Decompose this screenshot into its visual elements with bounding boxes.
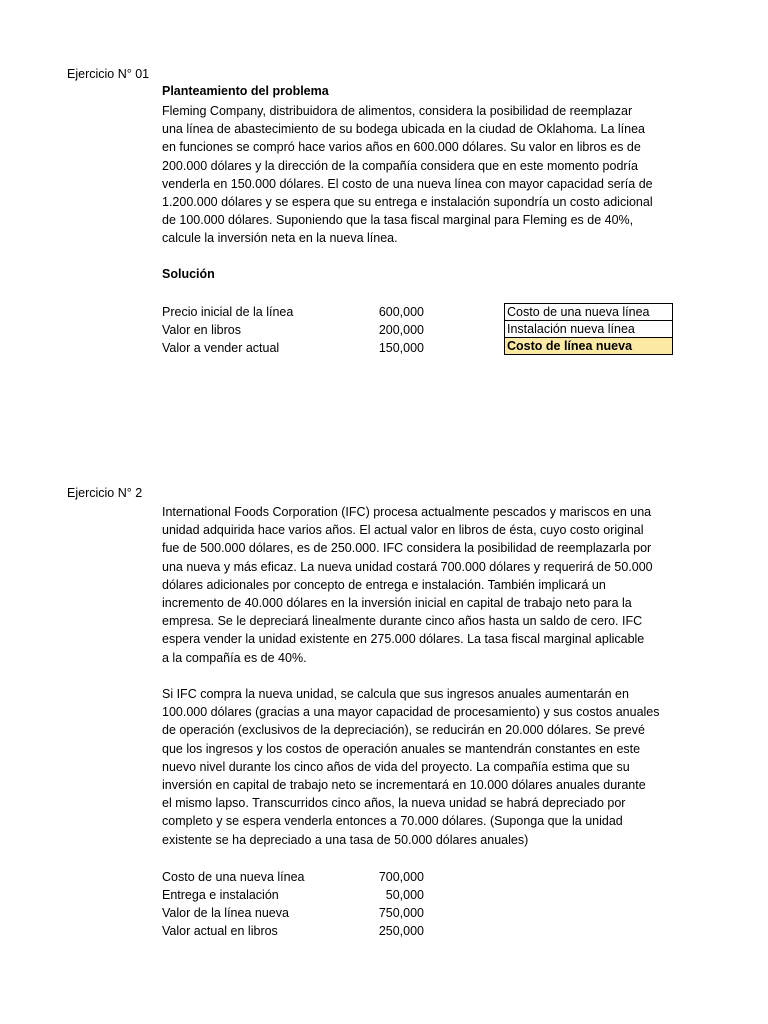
statement-line: incremento de 40.000 dólares en la inversión inicial en capital de trabajo neto para la xyxy=(162,595,632,610)
statement-line: 1.200.000 dólares y se espera que su entrega e instalación supondría un costo adicional xyxy=(162,194,653,209)
row-label: Valor de la línea nueva xyxy=(162,906,289,920)
statement-line: una nueva y más eficaz. La nueva unidad costará 700.000 dólares y requerirá de 50.000 xyxy=(162,559,653,574)
statement-line: espera vender la unidad existente en 275.000 dólares. La tasa fiscal marginal aplicable xyxy=(162,632,645,647)
row-value: 50,000 xyxy=(385,888,424,902)
statement-line: que los ingresos y los costos de operación anuales se mantendrán constantes en este xyxy=(162,741,641,756)
cost-cell-highlighted[interactable]: Costo de línea nueva xyxy=(505,338,673,355)
statement-line: calcule la inversión neta en la nueva línea. xyxy=(162,231,398,246)
cost-table xyxy=(504,303,673,355)
cost-cell[interactable]: Costo de una nueva línea xyxy=(505,304,673,321)
exercise-2-paragraph-1 xyxy=(162,503,674,667)
row-value: 250,000 xyxy=(378,924,424,938)
exercise-1-statement xyxy=(162,102,674,248)
exercise-2-paragraph-2 xyxy=(162,685,674,849)
statement-line: a la compañía es de 40%. xyxy=(162,650,307,665)
row-label: Entrega e instalación xyxy=(162,888,279,902)
row-label: Valor actual en libros xyxy=(162,924,278,938)
row-value: 750,000 xyxy=(378,906,424,920)
row-label: Valor en libros xyxy=(162,323,241,337)
statement-line: venderla en 150.000 dólares. El costo de una nueva línea con mayor capacidad sería de xyxy=(162,176,653,191)
exercise-1-title: Ejercicio N° 01 xyxy=(67,67,150,81)
row-value: 600,000 xyxy=(378,305,424,319)
statement-line: inversión en capital de trabajo neto se incrementará en 10.000 dólares anuales durante xyxy=(162,777,646,792)
statement-line: unidad adquirida hace varios años. El actual valor en libros de ésta, cuyo costo original xyxy=(162,523,644,538)
row-value: 200,000 xyxy=(378,323,424,337)
exercise-2-title: Ejercicio N° 2 xyxy=(67,486,143,500)
statement-line: 100.000 dólares (gracias a una mayor capacidad de procesamiento) y sus costos anuales xyxy=(162,705,660,720)
statement-line: de operación (exclusivos de la depreciación), se reducirán en 20.000 dólares. Se prevé xyxy=(162,723,645,738)
exercise-1-heading: Planteamiento del problema xyxy=(162,84,329,98)
statement-line: de 100.000 dólares. Suponiendo que la tasa fiscal marginal para Fleming es de 40%, xyxy=(162,213,634,228)
statement-line: Fleming Company, distribuidora de alimentos, considera la posibilidad de reemplazar xyxy=(162,104,633,118)
statement-line: una línea de abastecimiento de su bodega ubicada en la ciudad de Oklahoma. La línea xyxy=(162,122,645,137)
row-value: 700,000 xyxy=(378,870,424,884)
statement-line: fue de 500.000 dólares, es de 250.000. IFC considera la posibilidad de reemplazarla por xyxy=(162,541,652,556)
row-value: 150,000 xyxy=(378,341,424,355)
statement-line: empresa. Se le depreciará linealmente durante cinco años hasta un saldo de cero. IFC xyxy=(162,614,643,629)
statement-line: completo y se espera venderla entonces a 70.000 dólares. (Suponga que la unidad xyxy=(162,814,623,829)
statement-line: existente se ha depreciado a una tasa de 50.000 dólares anuales) xyxy=(162,832,529,847)
statement-line: el mismo lapso. Transcurridos cinco años, la nueva unidad se habrá depreciado por xyxy=(162,796,626,811)
statement-line: Si IFC compra la nueva unidad, se calcula que sus ingresos anuales aumentarán en xyxy=(162,687,629,701)
cost-cell[interactable]: Instalación nueva línea xyxy=(505,321,673,338)
row-label: Precio inicial de la línea xyxy=(162,305,294,319)
statement-line: International Foods Corporation (IFC) procesa actualmente pescados y mariscos en una xyxy=(162,505,652,519)
statement-line: nuevo nivel durante los cinco años de vida del proyecto. La compañía estima que su xyxy=(162,759,630,774)
row-label: Valor a vender actual xyxy=(162,341,280,355)
statement-line: dólares adicionales por concepto de entrega e instalación. También implicará un xyxy=(162,577,606,592)
statement-line: 200.000 dólares y la dirección de la compañía considera que en este momento podría xyxy=(162,158,638,173)
solution-heading: Solución xyxy=(162,267,215,281)
row-label: Costo de una nueva línea xyxy=(162,870,305,884)
statement-line: en funciones se compró hace varios años en 600.000 dólares. Su valor en libros es de xyxy=(162,140,641,155)
